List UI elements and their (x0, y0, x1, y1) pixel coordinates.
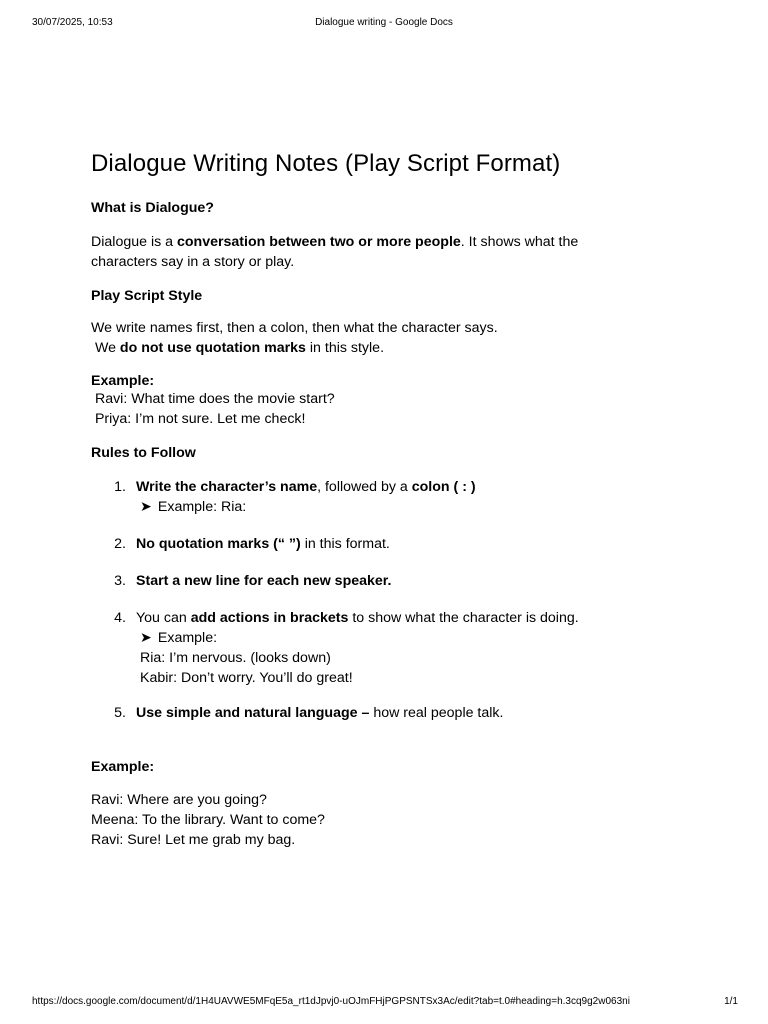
heading-example-2: Example: (91, 759, 155, 775)
paragraph-what-is-dialogue (91, 232, 578, 272)
example-line: Ravi: Where are you going? (91, 792, 267, 808)
text: in this style. (305, 340, 385, 356)
example-line: Ravi: Sure! Let me grab my bag. (91, 832, 296, 848)
list-subline (136, 628, 579, 648)
list-subline (136, 497, 476, 517)
bold-text: Write the character’s name (136, 479, 318, 495)
list-item-body (136, 534, 390, 554)
document-title: Dialogue Writing Notes (Play Script Format) (91, 150, 561, 177)
text: Dialogue is a (91, 234, 177, 250)
list-item-body (136, 608, 579, 688)
bold-text: Use simple and natural language – (136, 705, 370, 721)
example-2-lines (91, 790, 325, 850)
text: how real people talk. (369, 705, 504, 721)
bold-text: colon ( : ) (411, 479, 476, 495)
bold-text: No quotation marks (“ ”) (136, 536, 301, 552)
list-item-body (136, 571, 391, 591)
bold-text: conversation between two or more people (176, 234, 461, 250)
text: We (91, 340, 120, 356)
print-timestamp: 30/07/2025, 10:53 (32, 17, 113, 28)
paragraph-play-script-style (91, 318, 498, 358)
heading-play-script-style: Play Script Style (91, 288, 203, 304)
arrow-icon: ➤ (140, 499, 152, 515)
list-number: 2. (114, 536, 126, 552)
heading-rules: Rules to Follow (91, 445, 196, 461)
bold-text: Start a new line for each new speaker. (136, 573, 392, 589)
bold-text: do not use quotation marks (119, 340, 306, 356)
list-number: 1. (114, 479, 126, 495)
list-number: 3. (114, 573, 126, 589)
print-title: Dialogue writing - Google Docs (315, 17, 453, 28)
example-line: Ravi: What time does the movie start? (91, 391, 335, 407)
print-url: https://docs.google.com/document/d/1H4UAVWE5MFqE5a_rt1dJpvj0-uOJmFHjPGPSNTSx3Ac/edit?tab=t.0#heading=h.3cq9g2w063ni (32, 996, 630, 1007)
text: You can (136, 610, 191, 626)
heading-what-is-dialogue: What is Dialogue? (91, 200, 214, 216)
text: Example: (157, 630, 218, 646)
arrow-icon: ➤ (140, 630, 152, 646)
list-item-body (136, 703, 503, 723)
text: We write names first, then a colon, then what the character says. (91, 320, 498, 336)
text: in this format. (300, 536, 390, 552)
list-subline: Kabir: Don’t worry. You’ll do great! (140, 670, 353, 686)
text: , followed by a (317, 479, 412, 495)
text: . It shows what the (460, 234, 579, 250)
list-item-body (136, 477, 476, 517)
bold-text: add actions in brackets (190, 610, 349, 626)
example-line: Meena: To the library. Want to come? (91, 812, 325, 828)
list-number: 4. (114, 610, 126, 626)
text: characters say in a story or play. (91, 254, 295, 270)
heading-example-1: Example: (91, 373, 155, 389)
text: to show what the character is doing. (348, 610, 579, 626)
list-number: 5. (114, 705, 126, 721)
print-footer (0, 996, 768, 1010)
list-subline: Ria: I’m nervous. (looks down) (140, 650, 331, 666)
page-number: 1/1 (724, 996, 738, 1007)
text: Example: Ria: (157, 499, 247, 515)
print-header (0, 17, 768, 31)
example-1-lines (91, 389, 335, 429)
example-line: Priya: I’m not sure. Let me check! (91, 411, 306, 427)
